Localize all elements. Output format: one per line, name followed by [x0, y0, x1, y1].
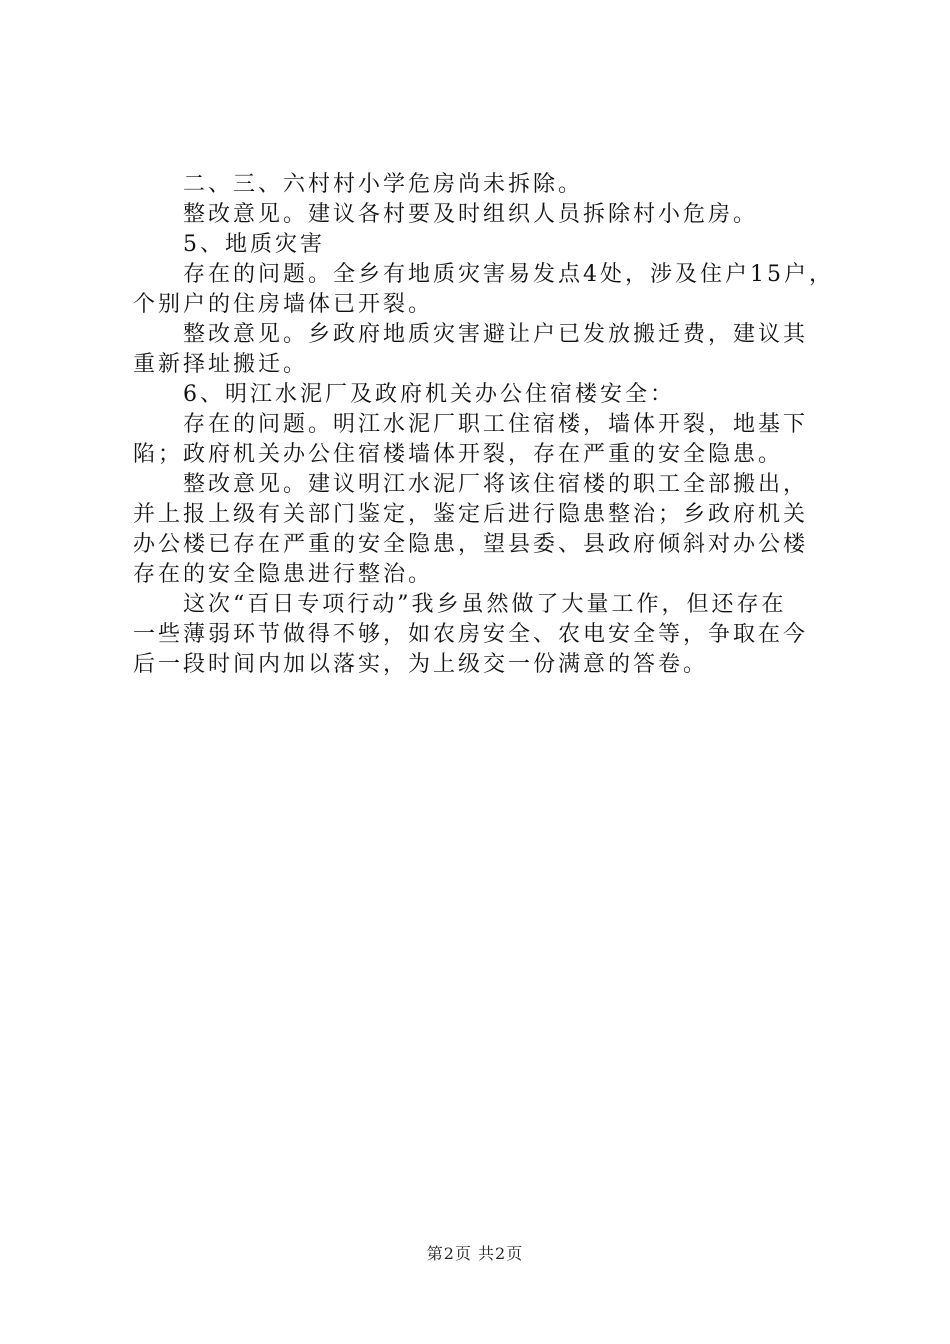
text-line: 这次“百日专项行动”我乡虽然做了大量工作，但还存在	[133, 592, 787, 617]
text-line: 存在的问题。全乡有地质灾害易发点4处，涉及住户15户，	[133, 262, 834, 287]
text-line: 个别户的住房墙体已开裂。	[133, 292, 434, 317]
text-line: 办公楼已存在严重的安全隐患，望县委、县政府倾斜对办公楼	[133, 532, 809, 557]
text-line: 整改意见。建议各村要及时组织人员拆除村小危房。	[133, 202, 759, 227]
document-body	[133, 170, 833, 680]
text-line: 陷；政府机关办公住宿楼墙体开裂，存在严重的安全隐患。	[133, 442, 784, 467]
text-line: 并上报上级有关部门鉴定，鉴定后进行隐患整治；乡政府机关	[133, 502, 809, 527]
text-line: 整改意见。乡政府地质灾害避让户已发放搬迁费，建议其	[133, 322, 809, 347]
page-footer: 第2页 共2页	[426, 1244, 524, 1263]
text-line: 整改意见。建议明江水泥厂将该住宿楼的职工全部搬出，	[133, 472, 809, 497]
text-line: 后一段时间内加以落实，为上级交一份满意的答卷。	[133, 652, 709, 677]
text-line: 重新择址搬迁。	[133, 352, 309, 377]
text-line: 存在的问题。明江水泥厂职工住宿楼，墙体开裂，地基下	[133, 412, 809, 437]
text-line: 二、三、六村村小学危房尚未拆除。	[133, 172, 584, 197]
text-line: 一些薄弱环节做得不够，如农房安全、农电安全等，争取在今	[133, 622, 809, 647]
text-line: 存在的安全隐患进行整治。	[133, 562, 434, 587]
section-heading: 6、明江水泥厂及政府机关办公住宿楼安全：	[133, 382, 675, 407]
section-heading: 5、地质灾害	[133, 232, 325, 257]
